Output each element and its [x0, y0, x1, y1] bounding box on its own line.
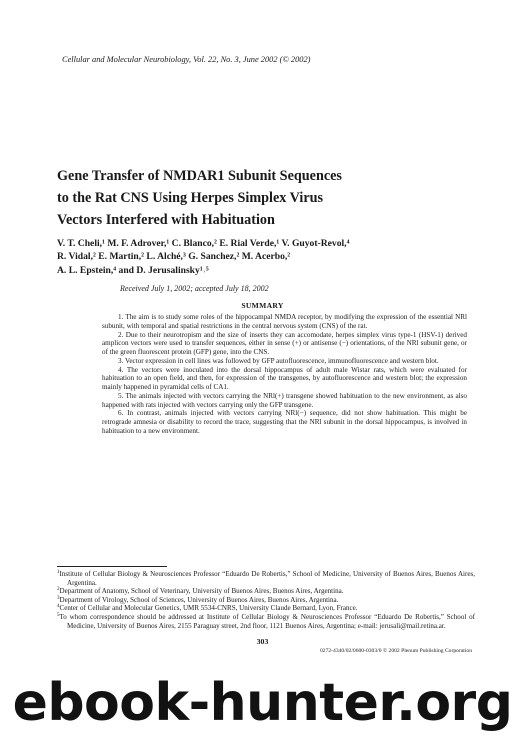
- summary-paragraph: 1. The aim is to study some roles of the hippocampal NMDA receptor, by modifying the expression of the essential NRl subunit, with temporal and spatial restrictions in the central nervous system (CNS) of the rat.: [102, 313, 467, 330]
- footnote-mark: 2: [57, 587, 60, 593]
- footnote: [57, 613, 475, 630]
- footnote-mark: 4: [57, 604, 60, 610]
- title-line: Gene Transfer of NMDAR1 Subunit Sequences: [57, 168, 342, 184]
- author-line: V. T. Cheli,¹ M. F. Adrover,¹ C. Blanco,² E. Rial Verde,¹ V. Guyot-Revol,⁴: [57, 238, 350, 249]
- footnote: [57, 596, 475, 605]
- footnote-text: Department of Anatomy, School of Veterinary, University of Buenos Aires, Buenos Aires, Argentina.: [59, 587, 344, 596]
- author-line: A. L. Epstein,⁴ and D. Jerusalinsky¹˒⁵: [57, 264, 209, 276]
- watermark-text: ebook-hunter.org: [12, 673, 513, 733]
- page-number: 303: [256, 637, 269, 646]
- summary-paragraph: 5. The animals injected with vectors carrying the NRl(+) transgene showed habituation to the new environment, as also happened with rats injected with vectors carrying only the GFP transgene.: [102, 391, 467, 409]
- summary-paragraph: 2. Due to their neurotropism and the size of inserts they can accomodate, herpes simplex virus type-1 (HSV-1) derived amplicon vectors were used to transfer sequences, either in sense (+) or antisense (−) orientations, of the NRl subunit gene, or of the green fluorescent protein (GFP) gene, into the CNS.: [102, 330, 467, 356]
- author-list: [57, 237, 497, 277]
- footnote-mark: 1: [57, 570, 60, 575]
- footnote-divider: [57, 566, 167, 567]
- footnote-mark: 5: [57, 612, 60, 618]
- footnote-text: Department of Virology, School of Sciences, University of Buenos Aires, Buenos Aires, Argentina.: [59, 595, 339, 604]
- title-line: Vectors Interfered with Habituation: [57, 212, 275, 228]
- received-dates: Received July 1, 2002; accepted July 18, 2002: [120, 284, 269, 293]
- summary-body: [102, 313, 467, 436]
- summary-paragraph: 6. In contrast, animals injected with vectors carrying NRl(−) sequence, did not show habituation. This might be retrograde amnesia or disability to record the trace, suggesting that the NRl subunit in the dorsal hippocampus, is involved in habituation to a new environment.: [102, 409, 467, 435]
- footnote: [57, 587, 475, 596]
- journal-citation: Cellular and Molecular Neurobiology, Vol. 22, No. 3, June 2002 (© 2002): [62, 55, 311, 64]
- footnotes: [57, 570, 475, 630]
- footnote-text: Center of Cellular and Molecular Genetics, UMR 5534-CNRS, University Claude Bernard, Lyon, France.: [59, 604, 358, 613]
- summary-heading: SUMMARY: [241, 301, 284, 310]
- footnote: [57, 570, 475, 587]
- footnote-mark: 3: [57, 595, 60, 601]
- footnote-text: To whom correspondence should be addressed at Institute of Cellular Biology & Neurosciences Professor “Eduardo De Robertis,” School of Medicine, University of Buenos Aires, 2155 Paraguay street, 2nd floor, 1121 Buenos Aires, Argentina; e-mail: jerusali@mail.retina.ar.: [59, 612, 475, 630]
- copyright-line: 0272-4340/02/0600-0303/0 © 2002 Plenum Publishing Corporation: [319, 648, 472, 654]
- title-line: to the Rat CNS Using Herpes Simplex Virus: [57, 190, 324, 206]
- summary-paragraph: 3. Vector expression in cell lines was followed by GFP autofluorescence, immunofluorescence and western blot.: [118, 356, 439, 365]
- footnote: [57, 604, 475, 613]
- article-title: [57, 165, 497, 231]
- author-line: R. Vidal,² E. Martin,² L. Alché,³ G. Sanchez,² M. Acerbo,²: [57, 251, 291, 263]
- summary-paragraph: 4. The vectors were inoculated into the dorsal hippocampus of adult male Wistar rats, which were evaluated for habituation to an open field, and then, for expression of the transgenes, by autofluorescence and western blot; the expression mainly happened in pyramidal cells of CA1.: [102, 365, 467, 391]
- footnote-text: Institute of Cellular Biology & Neurosciences Professor “Eduardo De Robertis,” School of Medicine, University of Buenos Aires, Buenos Aires, Argentina.: [59, 570, 475, 587]
